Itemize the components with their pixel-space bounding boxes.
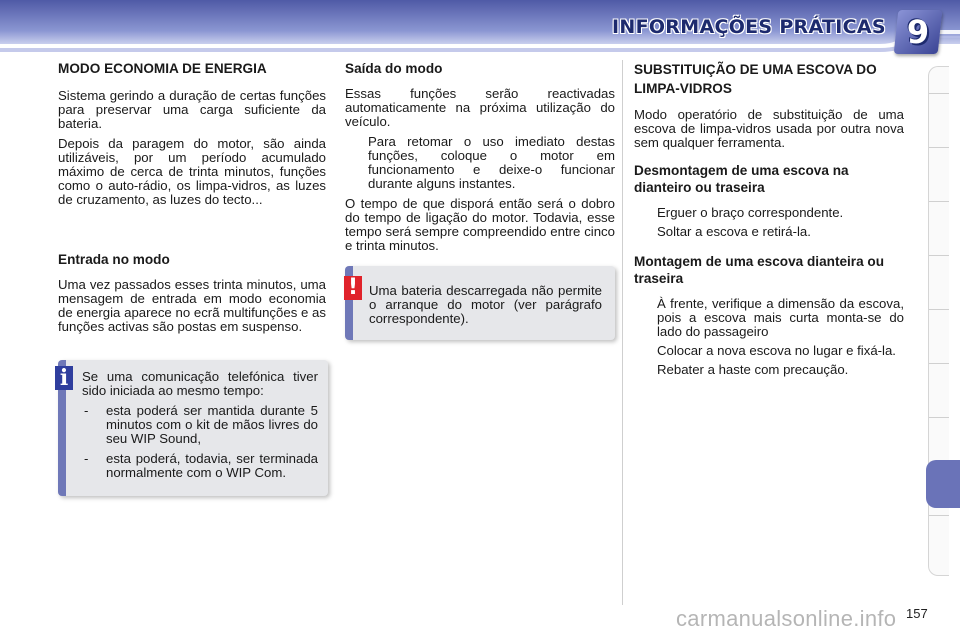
column-right xyxy=(634,60,904,383)
list-item: Soltar a escova e retirá-la. xyxy=(657,224,811,239)
list-item: Erguer o braço correspondente. xyxy=(657,205,844,220)
subsection-title-exit: Saída do modo xyxy=(345,61,443,76)
info-note-list xyxy=(82,404,318,480)
column-left xyxy=(58,60,326,340)
list-item: Rebater a haste com precaução. xyxy=(657,362,849,377)
warning-note-text: Uma bateria descarregada não permite o arranque do motor (ver parágrafo correspondente). xyxy=(369,283,602,326)
paragraph: Modo operatório de substituição de uma escova de limpa-vidros usada por outra nova sem qualquer ferramenta. xyxy=(634,107,904,150)
subsection-title-fitting: Montagem de uma escova dianteira ou traseira xyxy=(634,254,885,286)
page-number: 157 xyxy=(906,606,928,621)
column-divider xyxy=(622,60,623,605)
paragraph: Depois da paragem do motor, são ainda utilizáveis, por um período acumulado máximo de cerca de trinta minutos, funções como o auto-rádio, os limpa-vidros, as luzes de cruzamento, as luzes do tecto... xyxy=(58,136,326,207)
list-item: Colocar a nova escova no lugar e fixá-la. xyxy=(657,343,896,358)
subsection-title-removal: Desmontagem de uma escova na dianteiro ou traseira xyxy=(634,163,849,195)
info-note-intro: Se uma comunicação telefónica tiver sido iniciada ao mesmo tempo: xyxy=(82,369,318,398)
bullet-list xyxy=(345,135,615,191)
subsection-title-entry: Entrada no modo xyxy=(58,252,170,267)
list-item: - esta poderá, todavia, ser terminada normalmente com o WIP Com. xyxy=(84,451,318,480)
active-chapter-tab xyxy=(926,460,960,508)
bullet-list xyxy=(634,297,904,377)
paragraph: Uma vez passados esses trinta minutos, uma mensagem de entrada em modo economia de energia aparece no ecrã multifunções e as funções activas são postas em suspenso. xyxy=(58,277,326,334)
info-icon: i xyxy=(55,366,73,390)
watermark: carmanualsonline.info xyxy=(676,606,897,631)
list-item: Para retomar o uso imediato destas funções, coloque o motor em funcionamento e deixe-o funcionar durante alguns instantes. xyxy=(368,134,615,191)
section-title-energy-saving: MODO ECONOMIA DE ENERGIA xyxy=(58,61,267,76)
column-middle xyxy=(345,60,615,259)
chapter-number: 9 xyxy=(906,13,930,51)
paragraph: Essas funções serão reactivadas automaticamente na próxima utilização do veículo. xyxy=(345,86,615,129)
bullet-list xyxy=(634,206,904,239)
warning-note xyxy=(345,266,615,340)
section-header-title: INFORMAÇÕES PRÁTICAS xyxy=(612,16,886,38)
warning-icon: ! xyxy=(344,276,362,300)
paragraph: Sistema gerindo a duração de certas funções para preservar uma carga suficiente da bateria. xyxy=(58,88,326,131)
list-item: - esta poderá ser mantida durante 5 minutos com o kit de mãos livres do seu WIP Sound, xyxy=(84,403,318,446)
info-note xyxy=(58,360,328,496)
paragraph: O tempo de que disporá então será o dobro do tempo de ligação do motor. Todavia, esse tempo será sempre compreendido entre cinco e trinta minutos. xyxy=(345,196,615,253)
list-item: À frente, verifique a dimensão da escova, pois a escova mais curta monta-se do lado do passageiro xyxy=(657,296,904,339)
section-title-wiper-replacement: SUBSTITUIÇÃO DE UMA ESCOVA DO LIMPA-VIDROS xyxy=(634,62,877,96)
